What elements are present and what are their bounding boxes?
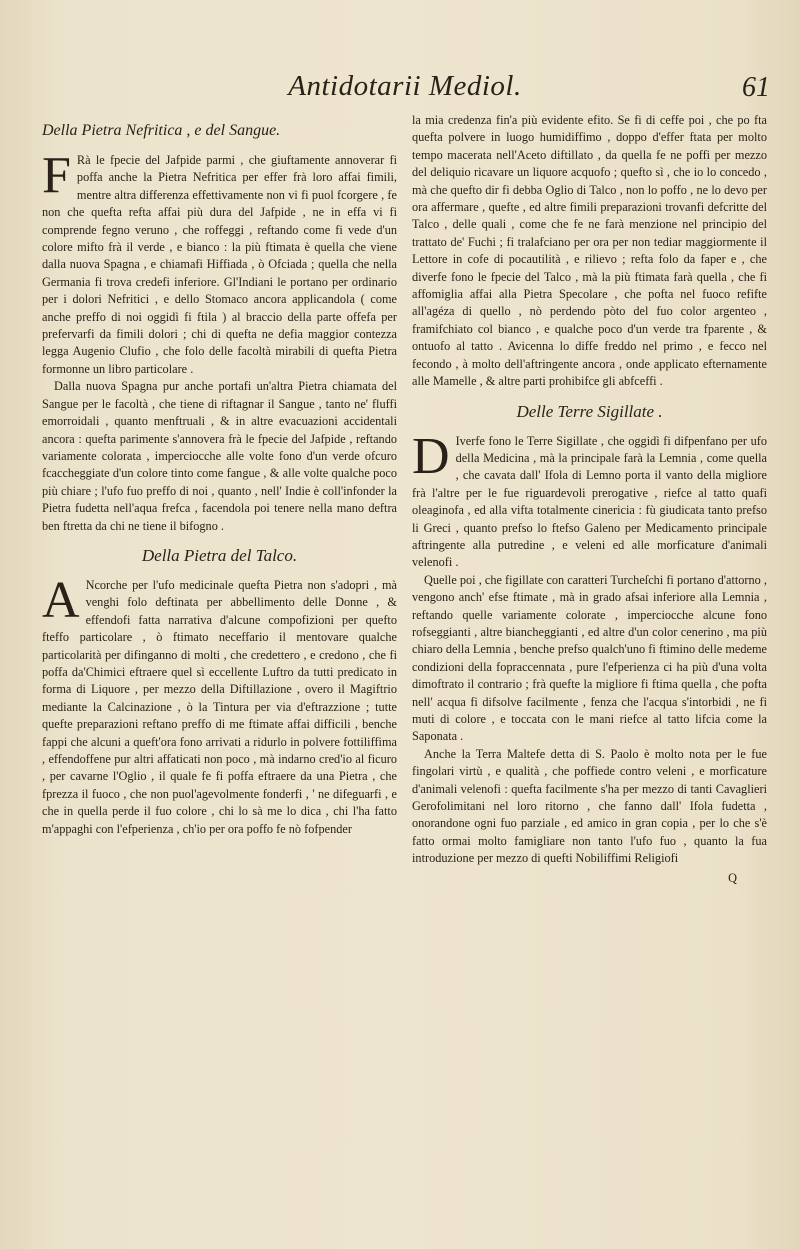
page-header (40, 70, 770, 106)
paragraph-text: Ncorche per l'ufo medicinale quefta Pietra non s'adopri , mà venghi folo deftinata per abbellimento delle Donne , & effendofi fatta narrativa d'alcune compofizioni per quefto fteffo particolare , ò ftimato neceffario il mentovare qualche particolarità per difinganno di molti , che credettero , e credono , che fi poffa da'Chimici eftraere quel sì eccellente Luftro da tutti predicato in forma di Liquore , per mezzo della Diftillazione , overo il Magiftrio mediante la Calcinazione , ò la Tintura per via d'eftrazzione ; tutte quefte preparazioni reftano preffo di me ftimate affai difficili , benche fappi che alcuni a queft'ora fono arrivati a ridurlo in polvere fottiliffima , effendoffene pur altri affaticati non poco , mà indarno cred'io al ficuro , per cavarne l'Oglio , il quale fe fi poffa eftraere da una Pietra , che fprezza il fuoco , che non puol'agevolmente fonderfi , ' ne difeguarfi , e che in quella perde il fuo colore , chi lo sà me lo dica , chi l'ha fatto m'appaghi con l'efperienza , ch'io per ora poffo fe nò fofpender (42, 577, 397, 836)
drop-cap: F (42, 147, 71, 204)
catchword: Q (728, 870, 737, 885)
paragraph-nefritica (42, 147, 397, 378)
page-number: 61 (742, 72, 770, 103)
section-heading-terre: Delle Terre Sigillate . (516, 401, 663, 421)
running-title: Antidotarii Mediol. (288, 70, 522, 102)
paragraph-terre (412, 427, 767, 572)
right-column (412, 112, 767, 887)
paragraph-sangue: Dalla nuova Spagna pur anche portafi un'altra Pietra chiamata del Sangue per le facoltà , che tiene di riftagnar il Sangue , tanto ne' fluffi emorroidali , quanto menftruali , & in altre evacuazioni accidentali ancora : quefta parimente s'annovera frà le fpecie del Jafpide , reftando variamente colorata , imperciocche alle volte fono d'un verde ofcuro fcaccheggiate d'un colore tinto come fangue , & alle volte qualche poco più chiare ; l'ufo fuo preffo di noi , quanto , nell' Indie è coll'infonder la Pietra fudetta nell'aqua frefca , facendola poi tenere nella mano deftra ben ftretta da chi ne tiene il bifogno . (42, 379, 397, 533)
paragraph-talco (42, 571, 397, 838)
section-heading-talco: Della Pietra del Talco. (141, 545, 298, 565)
paragraph-maltese: Anche la Terra Maltefe detta di S. Paolo è molto nota per le fue fingolari virtù , e qualità , che poffiede contro veleni , e morficature d'animali velenofi : quefta facilmente s'ha per mezzo di tanti Cavaglieri Gerofolimitani nel loro ritorno , che fanno dall' Ifola fudetta , onorandone ogni fuo parziale , ed amico in gran copia , per lo che s'è fatto ormai molto famigliare non tanto l'ufo fuo , quanto la fua introduzione per mezzo di quefti Nobiliffimi Religiofi (412, 746, 767, 866)
paragraph-text: Rà le fpecie del Jafpide parmi , che giuftamente annoverar fi poffa anche la Pietra Nefritica per effer frà loro affai fimili, mentre altra differenza effettivamente non vi fi puol fcorgere , fe non che quefta refta affai più dura del Jafpide , ne in effa vi fi comprende fegno veruno , che roffeggi , reftando come fi vede d'un colore mifto frà il verde , e bianco : la più ftimata è quella che viene dalla nuova Spagna , e chiamafi Hiffiada , ò Ofciada ; quella che nella Germania fi trova credefi inferiore. Gl'Indiani le portano per ordinario per i dolori Nefritici , e dello Stomaco ancora applicandola ( come anche preffo di noi oggidì fi ftila ) al braccio della parte offefa per prefervarfi da fimili dolori ; chi di quefta ne defia maggior contezza legga Augenio Clufio , che folo delle facoltà mirabili di quefta Pietra formonne un libro particolare . (42, 153, 397, 376)
paragraph-talco-continued: la mia credenza fin'a più evidente efito. Se fi di ceffe poi , che po fta quefta polvere in luogo humidiffimo , doppo d'effer ftata per molto tempo macerata nell'Aceto diftillato , da quella fe ne poffi per mezzo del deliquio ricavare un liquore acquofo ; quefto sì , che io lo concedo , mà che quefto dir fi debba Oglio di Talco , non lo poffo , ne lo devo per ora affermare , quefte , ed altre fimili preparazioni trovanfi defcritte del Talco , delle quali , come che fe ne farà menzione nel principio del trattato de' Fuchi ; fi tralafciano per ora per non tediar maggiormente il Lettore in cofe di pocautilità , e rilievo ; refta folo da faper e , che diverfe fono le fpecie del Talco , mà la più ftimata farà quella , che fi affomiglia affai alla Pietra Specolare , che pofta nel fuoco refifte all'agéza di quello , nò perdendo pòto del fuo color argenteo , framifchiato col bianco , e qualche poco d'un verde tra fparente , & ontuofo al tatto . Avicenna lo diffe freddo nel primo , e fecco nel fecondo , à molto dell'aftringente ancora , onde applicato efternamente alle Mamelle , & altre parti prohibifce gli abfceffi . (412, 113, 767, 389)
drop-cap: A (42, 571, 80, 629)
left-column (42, 112, 397, 838)
paragraph-turchesche: Quelle poi , che figillate con caratteri Turcheſchi fi portano d'attorno , vengono anch' efse ftimate , mà in grado afsai inferiore alla Lemnia , reftando quelle variamente colorate , imperciocche alcune fono rofseggianti , altre biancheggianti , ed altre d'un color cenerino , ma più chiaro della Lemnia , benche prefso qualch'uno fi ftimino delle medeme condizioni della fopraccennata , pure l'efperienza ci ha più d'una volta dimoftrato il contrario ; frà quefte la migliore fi ftima quella , che pofta nell' acqua fi difsolve facilmente , fenza che l'acqua s'intorbidi , ne fi muti di colore , e toccata con le mani riefce al tatto lifcia come la Saponata . (412, 572, 767, 744)
section-heading-nefritica: Della Pietra Nefritica , e del Sangue. (42, 122, 281, 139)
paragraph-text: Iverfe fono le Terre Sigillate , che oggidì fi difpenfano per ufo della Medicina , mà la principale farà la Lemnia , come quella , che cavata dall' Ifola di Lemno porta il vanto della migliore frà l'altre per le fue riguardevoli prerogative , riefce al tatto quafi oleaginofa , ed alla vifta totalmente cinericia : fù giudicata tanto prefso li Greci , quanto prefso lo ftefso Galeno per Medicamento principale aftringente alla putredine , e veleni ed alle morficature d'animali velenofi . (412, 433, 767, 570)
drop-cap: D (412, 427, 450, 485)
